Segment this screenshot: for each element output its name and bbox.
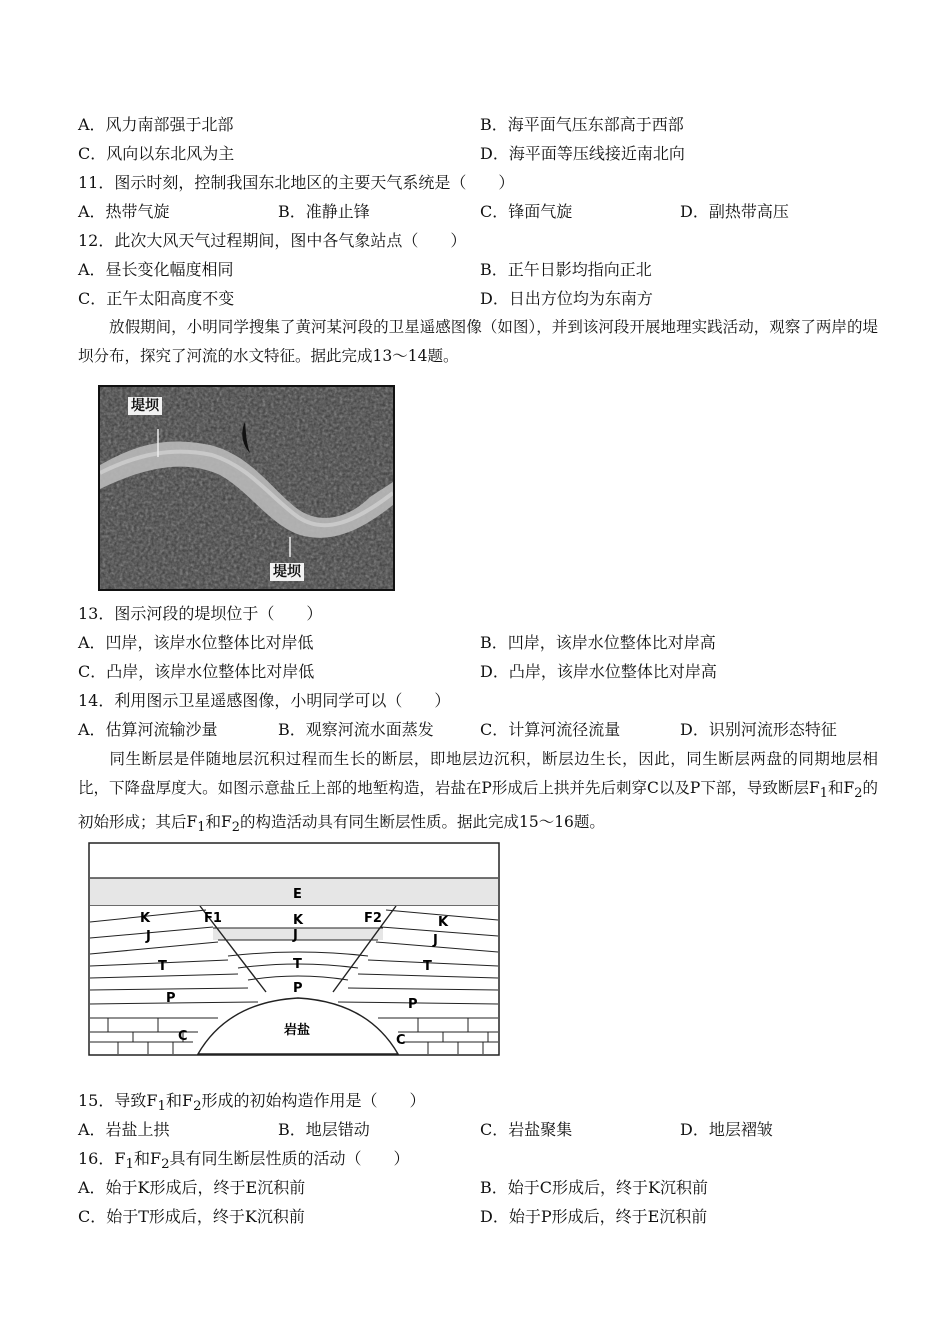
q12-option-c: C．正午太阳高度不变 [78, 289, 235, 308]
q15-option-a: A．岩盐上拱 [78, 1120, 170, 1139]
q10-option-b: B．海平面气压东部高于西部 [480, 115, 684, 134]
label-p-left: P [166, 991, 176, 1006]
label-salt: 岩盐 [284, 1023, 311, 1038]
label-k-center: K [293, 913, 304, 928]
q12-option-d: D．日出方位均为东南方 [480, 289, 653, 308]
label-c-right: C [396, 1033, 406, 1048]
q16-stem-sub1: 1 [125, 1157, 134, 1173]
q11-option-c: C．锋面气旋 [480, 202, 573, 221]
q16-stem [78, 1149, 410, 1175]
label-t-right: T [423, 959, 432, 974]
q16-option-b: B．始于C形成后，终于K沉积前 [480, 1178, 708, 1197]
q15-stem-sub1: 1 [157, 1099, 166, 1115]
label-j-left: J [146, 929, 151, 944]
passage-2-part4: 和F [205, 813, 232, 832]
passage-2 [78, 745, 878, 842]
satellite-image [98, 385, 395, 591]
label-t-center: T [293, 957, 302, 972]
label-e: E [293, 887, 302, 902]
dam-label-top: 堤坝 [128, 397, 162, 415]
q16-stem-c: 具有同生断层性质的活动（ ） [169, 1149, 410, 1168]
q16-stem-sub2: 2 [161, 1157, 170, 1173]
label-t-left: T [158, 959, 167, 974]
q10-option-c: C．风向以东北风为主 [78, 144, 235, 163]
passage-2-part2: 和F [827, 779, 855, 797]
q16-option-d: D．始于P形成后，终于E沉积前 [480, 1207, 708, 1226]
label-j-center: J [293, 928, 298, 943]
q10-option-d: D．海平面等压线接近南北向 [480, 144, 685, 163]
label-c-left: C [178, 1029, 188, 1044]
q13-option-c: C．凸岸，该岸水位整体比对岸低 [78, 662, 315, 681]
q13-stem: 13．图示河段的堤坝位于（ ） [78, 604, 323, 623]
q16-stem-a: 16．F [78, 1149, 126, 1168]
q11-option-a: A．热带气旋 [78, 202, 170, 221]
q15-stem-a: 15．导致F [78, 1091, 158, 1110]
q11-option-b: B．准静止锋 [278, 202, 370, 221]
q15-stem [78, 1091, 426, 1117]
q14-stem: 14．利用图示卫星遥感图像，小明同学可以（ ） [78, 691, 451, 710]
q12-stem: 12．此次大风天气过程期间，图中各气象站点（ ） [78, 231, 467, 250]
label-f1: F1 [204, 911, 222, 926]
q16-option-a: A．始于K形成后，终于E沉积前 [78, 1178, 306, 1197]
passage-2-part1: 同生断层是伴随地层沉积过程而生长的断层，即地层边沉积，断层边生长，因此，同生断层两盘的同期地层相比，下降盘厚度大。如图示意盐丘上部的地堑构造，岩盐在P形成后上拱并先后刺穿C以及P下部，导致断层F [78, 750, 878, 797]
passage-2-sub4: 2 [231, 820, 240, 836]
passage-2-part3: 的初始形成；其后F [78, 779, 878, 832]
passage-2-sub1: 1 [819, 786, 828, 802]
q12-option-b: B．正午日影均指向正北 [480, 260, 652, 279]
q11-option-d: D．副热带高压 [680, 202, 789, 221]
label-p-center: P [293, 981, 303, 996]
passage-2-sub2: 2 [854, 786, 863, 802]
label-j-right: J [433, 933, 438, 948]
q14-option-c: C．计算河流径流量 [480, 720, 621, 739]
q15-stem-sub2: 2 [193, 1099, 202, 1115]
q13-option-b: B．凹岸，该岸水位整体比对岸高 [480, 633, 716, 652]
passage-2-part5: 的构造活动具有同生断层性质。据此完成15～16题。 [239, 813, 605, 832]
passage-1-text: 放假期间，小明同学搜集了黄河某河段的卫星遥感图像（如图），并到该河段开展地理实践活动，观察了两岸的堤坝分布，探究了河流的水文特征。据此完成13～14题。 [78, 318, 878, 365]
q16-stem-b: 和F [133, 1149, 162, 1168]
label-p-right: P [408, 997, 418, 1012]
q15-option-c: C．岩盐聚集 [480, 1120, 573, 1139]
q13-option-a: A．凹岸，该岸水位整体比对岸低 [78, 633, 314, 652]
q15-stem-b: 和F [165, 1091, 194, 1110]
q13-option-d: D．凸岸，该岸水位整体比对岸高 [480, 662, 717, 681]
q14-option-b: B．观察河流水面蒸发 [278, 720, 434, 739]
q11-stem: 11．图示时刻，控制我国东北地区的主要天气系统是（ ） [78, 173, 515, 192]
q15-stem-c: 形成的初始构造作用是（ ） [201, 1091, 426, 1110]
q16-option-c: C．始于T形成后，终于K沉积前 [78, 1207, 305, 1226]
label-f2: F2 [364, 911, 382, 926]
q10-option-a: A．风力南部强于北部 [78, 115, 234, 134]
passage-2-sub3: 1 [197, 820, 206, 836]
q14-option-d: D．识别河流形态特征 [680, 720, 837, 739]
passage-1 [78, 313, 878, 371]
geologic-cross-section [88, 842, 500, 1056]
q12-option-a: A．昼长变化幅度相同 [78, 260, 234, 279]
label-k-left: K [140, 911, 151, 926]
q14-option-a: A．估算河流输沙量 [78, 720, 218, 739]
label-k-right: K [438, 915, 449, 930]
q15-option-d: D．地层褶皱 [680, 1120, 773, 1139]
dam-label-bottom: 堤坝 [270, 563, 304, 581]
q15-option-b: B．地层错动 [278, 1120, 370, 1139]
